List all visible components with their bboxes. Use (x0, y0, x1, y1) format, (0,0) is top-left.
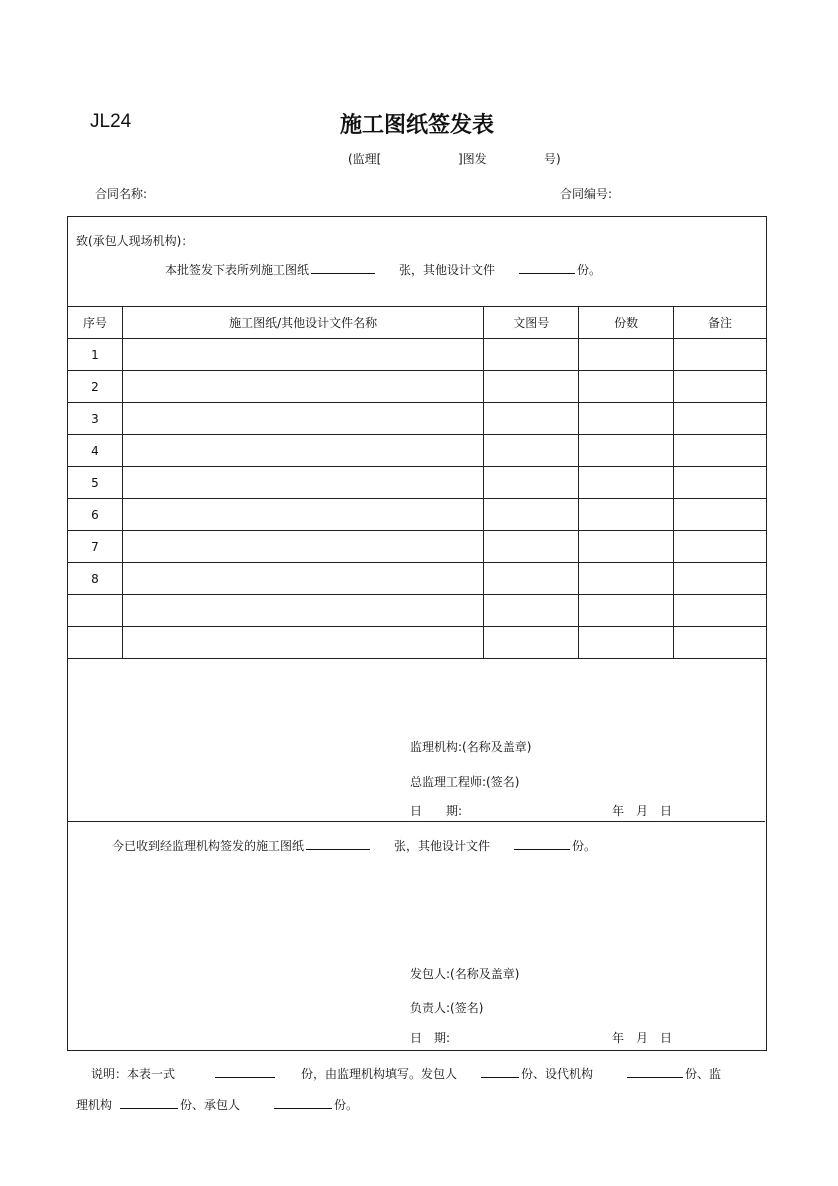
header-seq: 序号 (68, 307, 123, 339)
row-cell[interactable] (579, 499, 674, 531)
note-text: 份、承包人 (180, 1098, 241, 1112)
header-copies: 份数 (579, 307, 674, 339)
receipt-line (112, 837, 596, 854)
supervisor-date-ymd: 年 月 日 (612, 804, 673, 818)
form-code: JL24 (90, 111, 132, 132)
row-cell[interactable] (579, 467, 674, 499)
chief-engineer: 总监理工程师:(签名) (410, 775, 520, 789)
row-cell[interactable] (674, 435, 767, 467)
row-seq-cell: 8 (68, 563, 123, 595)
row-cell[interactable] (579, 595, 674, 627)
row-cell[interactable] (122, 595, 483, 627)
row-cell[interactable] (674, 403, 767, 435)
row-cell[interactable] (579, 531, 674, 563)
table-row (68, 467, 767, 499)
row-cell[interactable] (579, 627, 674, 659)
drawings-table (67, 306, 767, 659)
notice-to: 致(承包人现场机构)： (76, 234, 194, 248)
row-seq-cell: 4 (68, 435, 123, 467)
row-cell[interactable] (484, 339, 579, 371)
note-text: 份，由监理机构填写。发包人 (301, 1067, 458, 1081)
row-cell[interactable] (674, 467, 767, 499)
responsible-person: 负责人:(签名) (410, 1001, 484, 1015)
row-seq-cell (68, 627, 123, 659)
form-title: 施工图纸签发表 (340, 113, 495, 138)
row-cell[interactable] (122, 403, 483, 435)
receipt-date-ymd: 年 月 日 (612, 1031, 673, 1045)
row-cell[interactable] (122, 563, 483, 595)
receipt-text-3: 份。 (572, 839, 597, 853)
contract-no-label: 合同编号: (560, 187, 613, 201)
row-cell[interactable] (484, 499, 579, 531)
table-header-row (68, 307, 767, 339)
header-drawing-no: 文图号 (484, 307, 579, 339)
row-seq-cell: 5 (68, 467, 123, 499)
row-cell[interactable] (122, 531, 483, 563)
row-seq-cell: 1 (68, 339, 123, 371)
table-row (68, 435, 767, 467)
row-cell[interactable] (674, 499, 767, 531)
docs-count-blank[interactable] (519, 261, 575, 274)
row-cell[interactable] (579, 563, 674, 595)
received-docs-blank[interactable] (514, 837, 570, 850)
row-seq-cell: 6 (68, 499, 123, 531)
row-cell[interactable] (579, 339, 674, 371)
notice-text-1: 本批签发下表所列施工图纸 (165, 263, 310, 277)
subtitle-prefix: (监理[ (348, 152, 382, 166)
row-cell[interactable] (122, 467, 483, 499)
employer-org: 发包人:(名称及盖章) (410, 967, 520, 981)
row-seq-cell: 3 (68, 403, 123, 435)
row-cell[interactable] (122, 339, 483, 371)
row-cell[interactable] (674, 339, 767, 371)
note-text: 份。 (334, 1098, 359, 1112)
receipt-date-label: 日 期: (410, 1031, 451, 1045)
table-row (68, 499, 767, 531)
row-cell[interactable] (122, 627, 483, 659)
subtitle-suffix: 号) (544, 152, 561, 166)
row-cell[interactable] (484, 627, 579, 659)
row-seq-cell: 2 (68, 371, 123, 403)
row-seq-cell: 7 (68, 531, 123, 563)
note-line-2 (76, 1096, 358, 1113)
design-rep-copies-blank[interactable] (627, 1065, 683, 1078)
notice-text-3: 份。 (577, 263, 602, 277)
table-row (68, 563, 767, 595)
table-row (68, 595, 767, 627)
notice-text-2: 张，其他设计文件 (399, 263, 496, 277)
drawings-count-blank[interactable] (311, 261, 375, 274)
row-cell[interactable] (674, 531, 767, 563)
row-cell[interactable] (484, 371, 579, 403)
supervisor-org: 监理机构:(名称及盖章) (410, 740, 532, 754)
row-cell[interactable] (484, 531, 579, 563)
table-row (68, 627, 767, 659)
subtitle-mid: ]图发 (458, 152, 487, 166)
received-drawings-blank[interactable] (306, 837, 370, 850)
row-cell[interactable] (122, 435, 483, 467)
employer-copies-blank[interactable] (481, 1065, 519, 1078)
row-cell[interactable] (579, 403, 674, 435)
row-cell[interactable] (122, 371, 483, 403)
row-cell[interactable] (484, 595, 579, 627)
note-text: 理机构 (76, 1098, 113, 1112)
row-cell[interactable] (484, 435, 579, 467)
row-cell[interactable] (674, 371, 767, 403)
note-line-1 (91, 1065, 721, 1082)
receipt-text-2: 张，其他设计文件 (394, 839, 491, 853)
row-cell[interactable] (579, 435, 674, 467)
contractor-copies-blank[interactable] (274, 1096, 332, 1109)
notice-line (165, 261, 601, 278)
row-cell[interactable] (674, 563, 767, 595)
row-cell[interactable] (579, 371, 674, 403)
contract-name-label: 合同名称: (95, 187, 148, 201)
row-cell[interactable] (674, 627, 767, 659)
table-row (68, 371, 767, 403)
section-divider (67, 821, 765, 822)
row-cell[interactable] (674, 595, 767, 627)
row-cell[interactable] (122, 499, 483, 531)
row-seq-cell (68, 595, 123, 627)
note-text: 份、设代机构 (521, 1067, 594, 1081)
note-text: 份、监 (685, 1067, 722, 1081)
supervisor-date-label: 日 期: (410, 804, 463, 818)
row-cell[interactable] (484, 467, 579, 499)
row-cell[interactable] (484, 403, 579, 435)
table-row (68, 339, 767, 371)
note-text: 说明：本表一式 (91, 1067, 176, 1081)
total-copies-blank[interactable] (215, 1065, 275, 1078)
supervisor-copies-blank[interactable] (120, 1096, 178, 1109)
table-row (68, 531, 767, 563)
header-name: 施工图纸/其他设计文件名称 (122, 307, 483, 339)
table-row (68, 403, 767, 435)
header-remarks: 备注 (674, 307, 767, 339)
row-cell[interactable] (484, 563, 579, 595)
receipt-text-1: 今已收到经监理机构签发的施工图纸 (112, 839, 305, 853)
